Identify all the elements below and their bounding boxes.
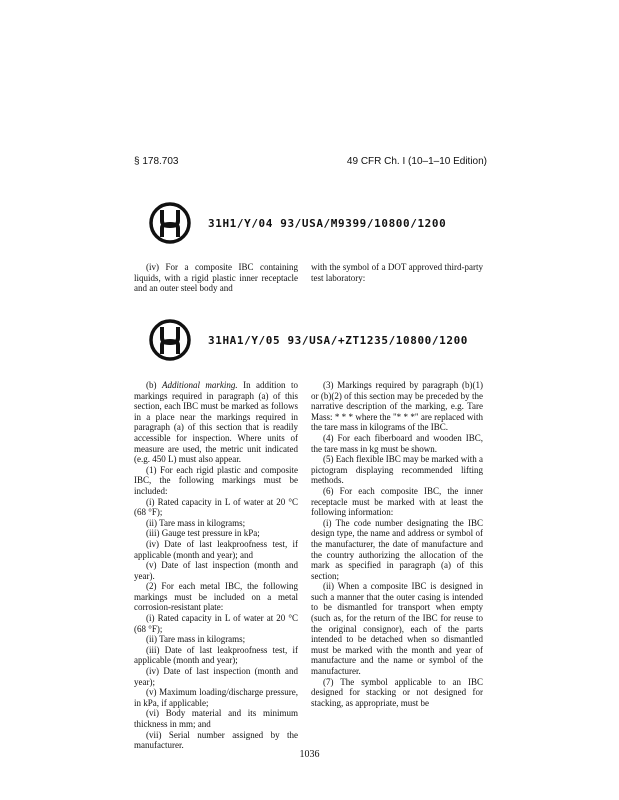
paragraph-iv-text: (iv) For a composite IBC containing liquids, with a rigid plastic inner receptacle and an outer steel body and: [134, 262, 298, 294]
paragraph-continuation: [311, 262, 483, 283]
paragraph-b2-vii: (vii) Serial number assigned by the manufacturer.: [134, 729, 298, 751]
paragraph-b1: (1) For each rigid plastic and composite IBC, the following markings must be included:: [134, 464, 298, 496]
paragraph-b4: (4) For each fiberboard and wooden IBC, the tare mass in kg must be shown.: [311, 432, 483, 454]
un-mark-row-2: [148, 318, 468, 362]
paragraph-b2-vi: (vi) Body material and its minimum thickness in mm; and: [134, 708, 298, 729]
cfr-header: 49 CFR Ch. I (10–1–10 Edition): [346, 156, 487, 167]
paragraph-b2: (2) For each metal IBC, the following markings must be included on a metal corrosion-resistant plate:: [134, 581, 298, 613]
paragraph-b5: (5) Each flexible IBC may be marked with a pictogram displaying recommended lifting methods.: [311, 454, 483, 486]
paragraph-b6: (6) For each composite IBC, the inner receptacle must be marked with at least the following information:: [311, 485, 483, 518]
paragraph-b6-i: (i) The code number designating the IBC design type, the name and address or symbol of the manufacturer, the date of manufacture and the country authorizing the allocation of the mark as specified in paragraph (a) of this section;: [311, 517, 483, 581]
paragraph-b2-ii: (ii) Tare mass in kilograms;: [146, 634, 246, 645]
un-mark-code-1: 31H1/Y/04 93/USA/M9399/10800/1200: [208, 216, 447, 230]
right-column: [311, 380, 483, 708]
page-number: 1036: [299, 749, 320, 760]
paragraph-b7: (7) The symbol applicable to an IBC designed for stacking or not designed for stacking, as appropriate, must be: [311, 676, 483, 708]
para-text: In addition to markings required in paragraph (a) of this section, each IBC must be marked as follows in a place near the markings required in paragraph (a) of this section that is readily accessible for inspection. Where units of measure are used, the metric unit indicated (e.g. 450 L) must also appear.: [134, 380, 298, 465]
paragraph-b1-i: (i) Rated capacity in L of water at 20 °C (68 °F);: [134, 496, 298, 518]
left-column: [134, 380, 298, 751]
paragraph-b2-v: (v) Maximum loading/discharge pressure, in kPa, if applicable;: [134, 687, 298, 708]
paragraph-b3: (3) Markings required by paragraph (b)(1) or (b)(2) of this section may be preceded by the narrative description of the marking, e.g. Tare Mass: * * * where the "* * *" are replaced with the tare mass in kilograms of the IBC.: [311, 380, 483, 433]
paragraph-iv: [134, 262, 298, 294]
paragraph-b2-i: (i) Rated capacity in L of water at 20 °C (68 °F);: [134, 613, 298, 634]
un-mark-row-1: [148, 201, 446, 245]
paragraph-continuation-text: with the symbol of a DOT approved third-party test laboratory:: [311, 262, 483, 283]
un-packaging-symbol-icon: [148, 318, 192, 362]
un-packaging-symbol-icon: [148, 201, 192, 245]
paragraph-b2-iii: (iii) Date of last leakproofness test, if applicable (month and year);: [134, 644, 298, 666]
paragraph-b1-iii: (iii) Gauge test pressure in kPa;: [146, 528, 260, 539]
section-number: § 178.703: [134, 156, 179, 167]
paragraph-b1-v: (v) Date of last inspection (month and year).: [134, 560, 298, 581]
paragraph-b6-ii: (ii) When a composite IBC is designed in such a manner that the outer casing is intended to be dismantled for transport when empty (such as, for the return of the IBC for reuse to the original consignor), each of the parts intended to be detached when so dismantled must be marked with the month and year of manufacture and the name or symbol of the manufacturer.: [311, 581, 483, 677]
paragraph-b1-iv: (iv) Date of last leakproofness test, if applicable (month and year); and: [134, 538, 298, 560]
un-mark-code-2: 31HA1/Y/05 93/USA/+ZT1235/10800/1200: [208, 333, 469, 347]
paragraph-b2-iv: (iv) Date of last inspection (month and year);: [134, 666, 298, 687]
paragraph-b1-ii: (ii) Tare mass in kilograms;: [146, 517, 246, 528]
paragraph-b: [134, 380, 298, 465]
heading-additional-marking: Additional marking.: [161, 380, 238, 390]
para-lead: (b): [146, 380, 162, 390]
